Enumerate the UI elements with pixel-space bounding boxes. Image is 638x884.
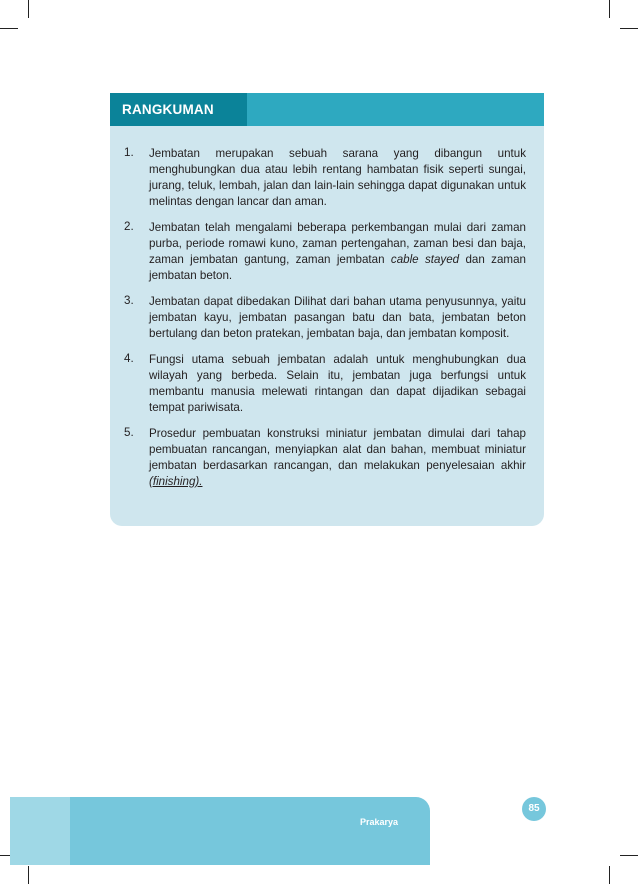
crop-mark-bottom-left-v xyxy=(28,866,29,884)
item-number: 3. xyxy=(124,294,134,307)
crop-mark-top-left-h xyxy=(0,28,18,29)
item-text: Jembatan merupakan sebuah sarana yang dibangun untuk menghubungkan dua atau lebih rentang hambatan fisik seperti sungai, jurang, teluk, lembah, jalan dan lain-lain sehingga dapat digunakan untuk melintas dengan lancar dan aman. xyxy=(149,147,526,208)
item-text xyxy=(149,426,526,490)
summary-title: RANGKUMAN xyxy=(122,102,214,117)
crop-mark-bottom-right-v xyxy=(609,866,610,884)
crop-mark-top-left-v xyxy=(28,0,29,18)
summary-item-4 xyxy=(124,352,526,416)
item-text: Jembatan dapat dibedakan Dilihat dari bahan utama penyusunnya, yaitu jembatan kayu, jembatan pasangan batu dan bata, jembatan beton bertulang dan beton pratekan, jembatan baja, dan jembatan komposit. xyxy=(149,295,526,340)
summary-header-bar xyxy=(247,93,544,126)
summary-list xyxy=(124,146,526,500)
item-text-part: dan zaman jembatan beton. xyxy=(149,253,526,282)
item-text-part: Jembatan telah mengalami beberapa perkembangan mulai dari zaman purba, periode romawi kuno, zaman pertengahan, zaman besi dan baja, zaman jembatan gantung, zaman jembatan xyxy=(149,221,526,266)
crop-mark-bottom-right-h xyxy=(620,855,638,856)
item-number: 2. xyxy=(124,220,134,233)
page-number-badge: 85 xyxy=(522,797,546,821)
summary-box xyxy=(110,93,544,526)
summary-header xyxy=(110,93,247,126)
item-text-italic: cable stayed xyxy=(390,253,460,266)
crop-mark-top-right-h xyxy=(620,28,638,29)
item-number: 5. xyxy=(124,426,134,439)
item-text-italic: (finishing). xyxy=(149,475,203,488)
item-text: Fungsi utama sebuah jembatan adalah untuk menghubungkan dua wilayah yang berbeda. Selain itu, jembatan juga berfungsi untuk membantu manusia melewati rintangan dan dapat dijadikan sebagai tempat pariwisata. xyxy=(149,353,526,414)
footer-book-title: Prakarya xyxy=(360,817,399,827)
summary-item-1 xyxy=(124,146,526,210)
summary-item-5 xyxy=(124,426,526,490)
footer-band xyxy=(10,797,430,865)
footer-band-accent xyxy=(10,797,70,865)
item-text xyxy=(149,220,526,284)
item-text-part: Prosedur pembuatan konstruksi miniatur jembatan dimulai dari tahap pembuatan rancangan, menyiapkan alat dan bahan, membuat miniatur jembatan berdasarkan rancangan, dan melakukan penyelesaian akhir xyxy=(149,427,526,472)
item-number: 1. xyxy=(124,146,134,159)
item-number: 4. xyxy=(124,352,134,365)
summary-item-3 xyxy=(124,294,526,342)
crop-mark-top-right-v xyxy=(609,0,610,18)
summary-item-2 xyxy=(124,220,526,284)
